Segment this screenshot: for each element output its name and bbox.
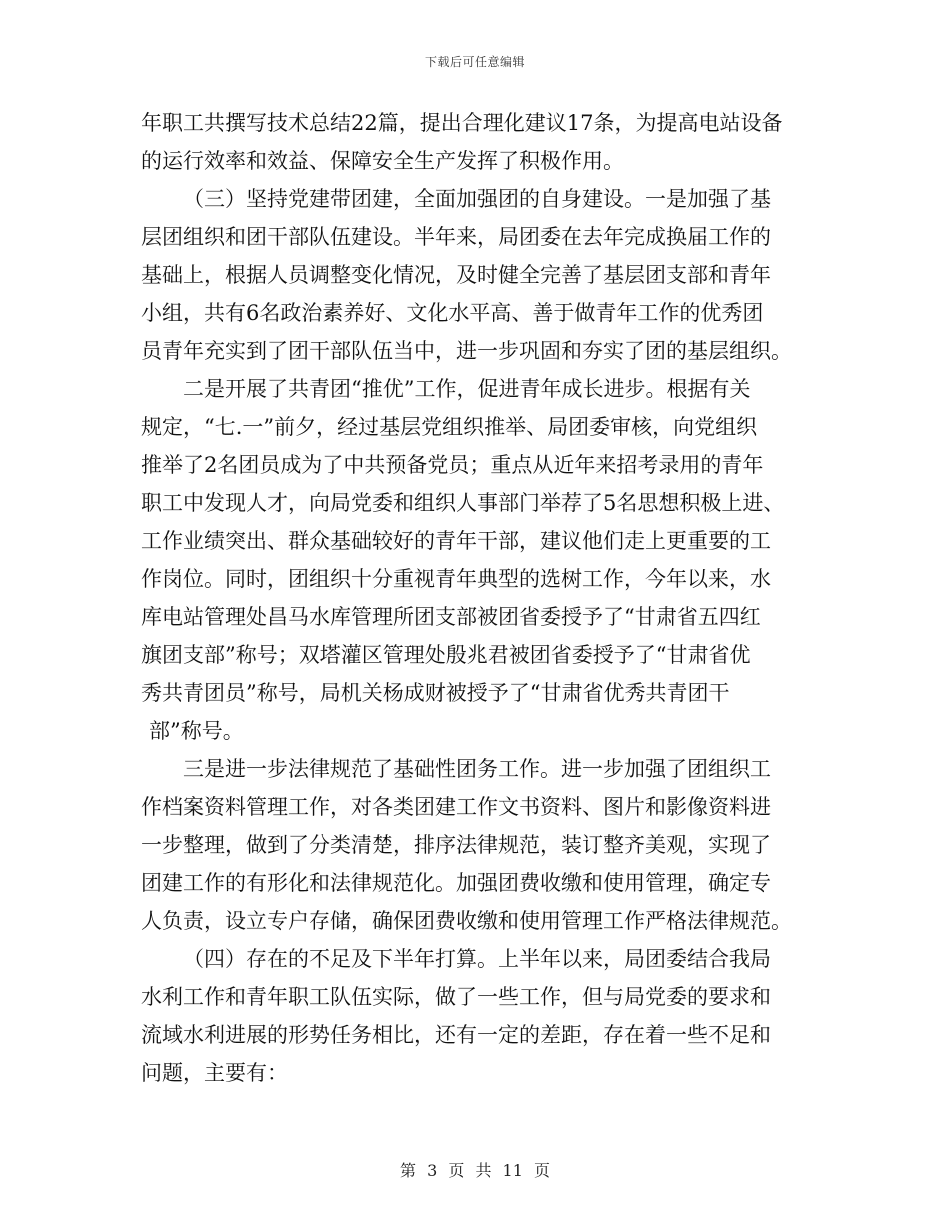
text-line: 层团组织和团干部队伍建设。半年来，局团委在去年完成换届工作的 bbox=[141, 225, 771, 249]
page-number-footer: 第 3 页 共 11 页 bbox=[400, 1161, 550, 1180]
paragraph-start-line: （三）坚持党建带团建，全面加强团的自身建设。一是加强了基 bbox=[183, 187, 771, 211]
text-line: 职工中发现人才，向局党委和组织人事部门举荐了5名思想积极上进、 bbox=[141, 491, 785, 515]
text-line: 年职工共撰写技术总结22篇，提出合理化建议17条，为提高电站设备 bbox=[141, 111, 783, 135]
text-line: 小组，共有6名政治素养好、文化水平高、善于做青年工作的优秀团 bbox=[141, 301, 764, 325]
page-header: 下载后可任意编辑 bbox=[424, 55, 525, 69]
text-line: 库电站管理处昌马水库管理所团支部被团省委授予了“甘肃省五四红 bbox=[141, 605, 761, 629]
paragraph-start-line: 三是进一步法律规范了基础性团务工作。进一步加强了团组织工 bbox=[183, 757, 771, 781]
text-line: 工作业绩突出、群众基础较好的青年干部，建议他们走上更重要的工 bbox=[141, 529, 771, 553]
text-line: 作档案资料管理工作，对各类团建工作文书资料、图片和影像资料进 bbox=[141, 795, 771, 819]
text-line: 员青年充实到了团干部队伍当中，进一步巩固和夯实了团的基层组织。 bbox=[141, 339, 792, 363]
text-line: 一步整理，做到了分类清楚，排序法律规范，装订整齐美观，实现了 bbox=[141, 833, 771, 857]
text-line: 部”称号。 bbox=[149, 719, 244, 743]
text-line: 基础上，根据人员调整变化情况，及时健全完善了基层团支部和青年 bbox=[141, 263, 771, 287]
text-line: 的运行效率和效益、保障安全生产发挥了积极作用。 bbox=[141, 149, 624, 173]
paragraph-start-line: （四）存在的不足及下半年打算。上半年以来，局团委结合我局 bbox=[183, 947, 771, 971]
text-line: 团建工作的有形化和法律规范化。加强团费收缴和使用管理，确定专 bbox=[141, 871, 771, 895]
paragraph-start-line: 二是开展了共青团“推优”工作，促进青年成长进步。根据有关 bbox=[183, 377, 751, 401]
text-line: 水利工作和青年职工队伍实际，做了一些工作，但与局党委的要求和 bbox=[141, 985, 771, 1009]
text-line: 人负责，设立专户存储，确保团费收缴和使用管理工作严格法律规范。 bbox=[141, 909, 792, 933]
text-line: 问题，主要有： bbox=[141, 1061, 288, 1085]
text-line: 规定，“七.一”前夕，经过基层党组织推举、局团委审核，向党组织 bbox=[141, 415, 758, 439]
text-line: 推举了2名团员成为了中共预备党员；重点从近年来招考录用的青年 bbox=[141, 453, 764, 477]
text-line: 秀共青团员”称号，局机关杨成财被授予了“甘肃省优秀共青团干 bbox=[141, 681, 730, 705]
text-line: 作岗位。同时，团组织十分重视青年典型的选树工作，今年以来，水 bbox=[141, 567, 771, 591]
text-line: 流域水利进展的形势任务相比，还有一定的差距，存在着一些不足和 bbox=[141, 1023, 771, 1047]
text-line: 旗团支部”称号；双塔灌区管理处殷兆君被团省委授予了“甘肃省优 bbox=[141, 643, 751, 667]
document-body bbox=[141, 104, 811, 1092]
